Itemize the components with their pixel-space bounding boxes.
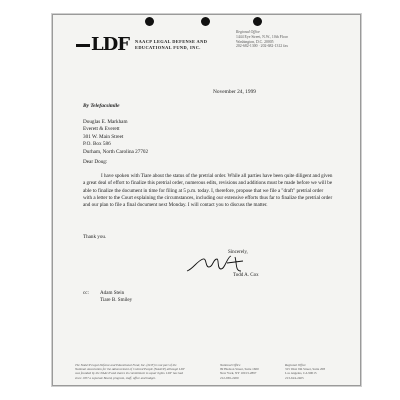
address-line: P.O. Box 586 xyxy=(83,141,111,148)
office-line: 212-965-2200 xyxy=(220,375,239,380)
closing: Sincerely, xyxy=(228,250,248,255)
letter-body: I have spoken with Tiare about the status of the pretrial order. While all parties have been quite diligent and given a great deal of effort to finalize this pretrial order, numerous edits, revisions and additions must be made before we will be able to finalize the document in time for filing at 5 p.m. today. I, therefore, propose that we file a "draft" pretrial order with a letter to the Court explaining the circumstances, including our extensive efforts thus far to finalize the pretrial order and our plan to file a final document next Monday. I will contact you to discuss the matter. xyxy=(83,173,333,209)
address-line: Everett & Everett xyxy=(83,126,120,133)
footer-national-office xyxy=(220,363,280,380)
office-title: Regional Office xyxy=(236,30,260,34)
regional-office-address xyxy=(236,30,326,49)
footer-disclaimer: The NAACP Legal Defense and Educational Fund, Inc. (LDF) is not part of the National Association for the Advancement of Colored People (NAACP) although LDF was founded by the NAACP and shares its commitment to equal rights. LDF has had since 1957 a separate Board, program, staff, office and budget. xyxy=(75,363,185,380)
cc-recipient: Adam Stein xyxy=(100,290,125,296)
office-line: 99 Hudson Street, Suite 1600 xyxy=(220,367,259,372)
salutation: Dear Doug: xyxy=(83,159,108,165)
footer-regional-office xyxy=(285,363,345,380)
office-line: 213-624-2405 xyxy=(285,375,304,380)
thanks-line: Thank you. xyxy=(83,234,107,240)
office-title: Regional Office xyxy=(285,363,306,367)
office-line: 202-682-1300 · 202-682-1312 fax xyxy=(236,44,288,49)
punch-hole xyxy=(253,17,262,26)
office-line: 315 West 9th Street, Suite 208 xyxy=(285,367,325,372)
address-line: 301 W. Main Street xyxy=(83,133,124,140)
signer-name: Todd A. Cox xyxy=(233,273,259,278)
cc-recipient: Tiare B. Smiley xyxy=(100,297,133,303)
punch-hole xyxy=(145,17,154,26)
office-title: National Office xyxy=(220,363,241,367)
office-line: New York, NY 10013-2897 xyxy=(220,371,257,376)
org-name xyxy=(135,39,215,51)
cc-label: cc: xyxy=(83,290,89,296)
address-line: Durham, North Carolina 27702 xyxy=(83,148,149,155)
office-line: 1444 Eye Street, N.W., 10th Floor xyxy=(236,34,288,39)
address-line: Douglas E. Markham xyxy=(83,119,128,125)
ldf-logo: LDF xyxy=(76,34,129,55)
delivery-method: By Telefacsimile xyxy=(83,103,120,109)
letter-date: November 24, 1999 xyxy=(213,89,256,95)
recipient-address xyxy=(83,119,148,156)
org-name-line: EDUCATIONAL FUND, INC. xyxy=(135,45,201,50)
org-name-line: NAACP LEGAL DEFENSE AND xyxy=(135,39,208,44)
punch-hole xyxy=(201,17,210,26)
cc-list xyxy=(100,290,132,304)
office-line: Washington, D.C. 20005 xyxy=(236,39,274,44)
office-line: Los Angeles, CA 90015 xyxy=(285,371,317,376)
letter-page xyxy=(52,14,361,386)
